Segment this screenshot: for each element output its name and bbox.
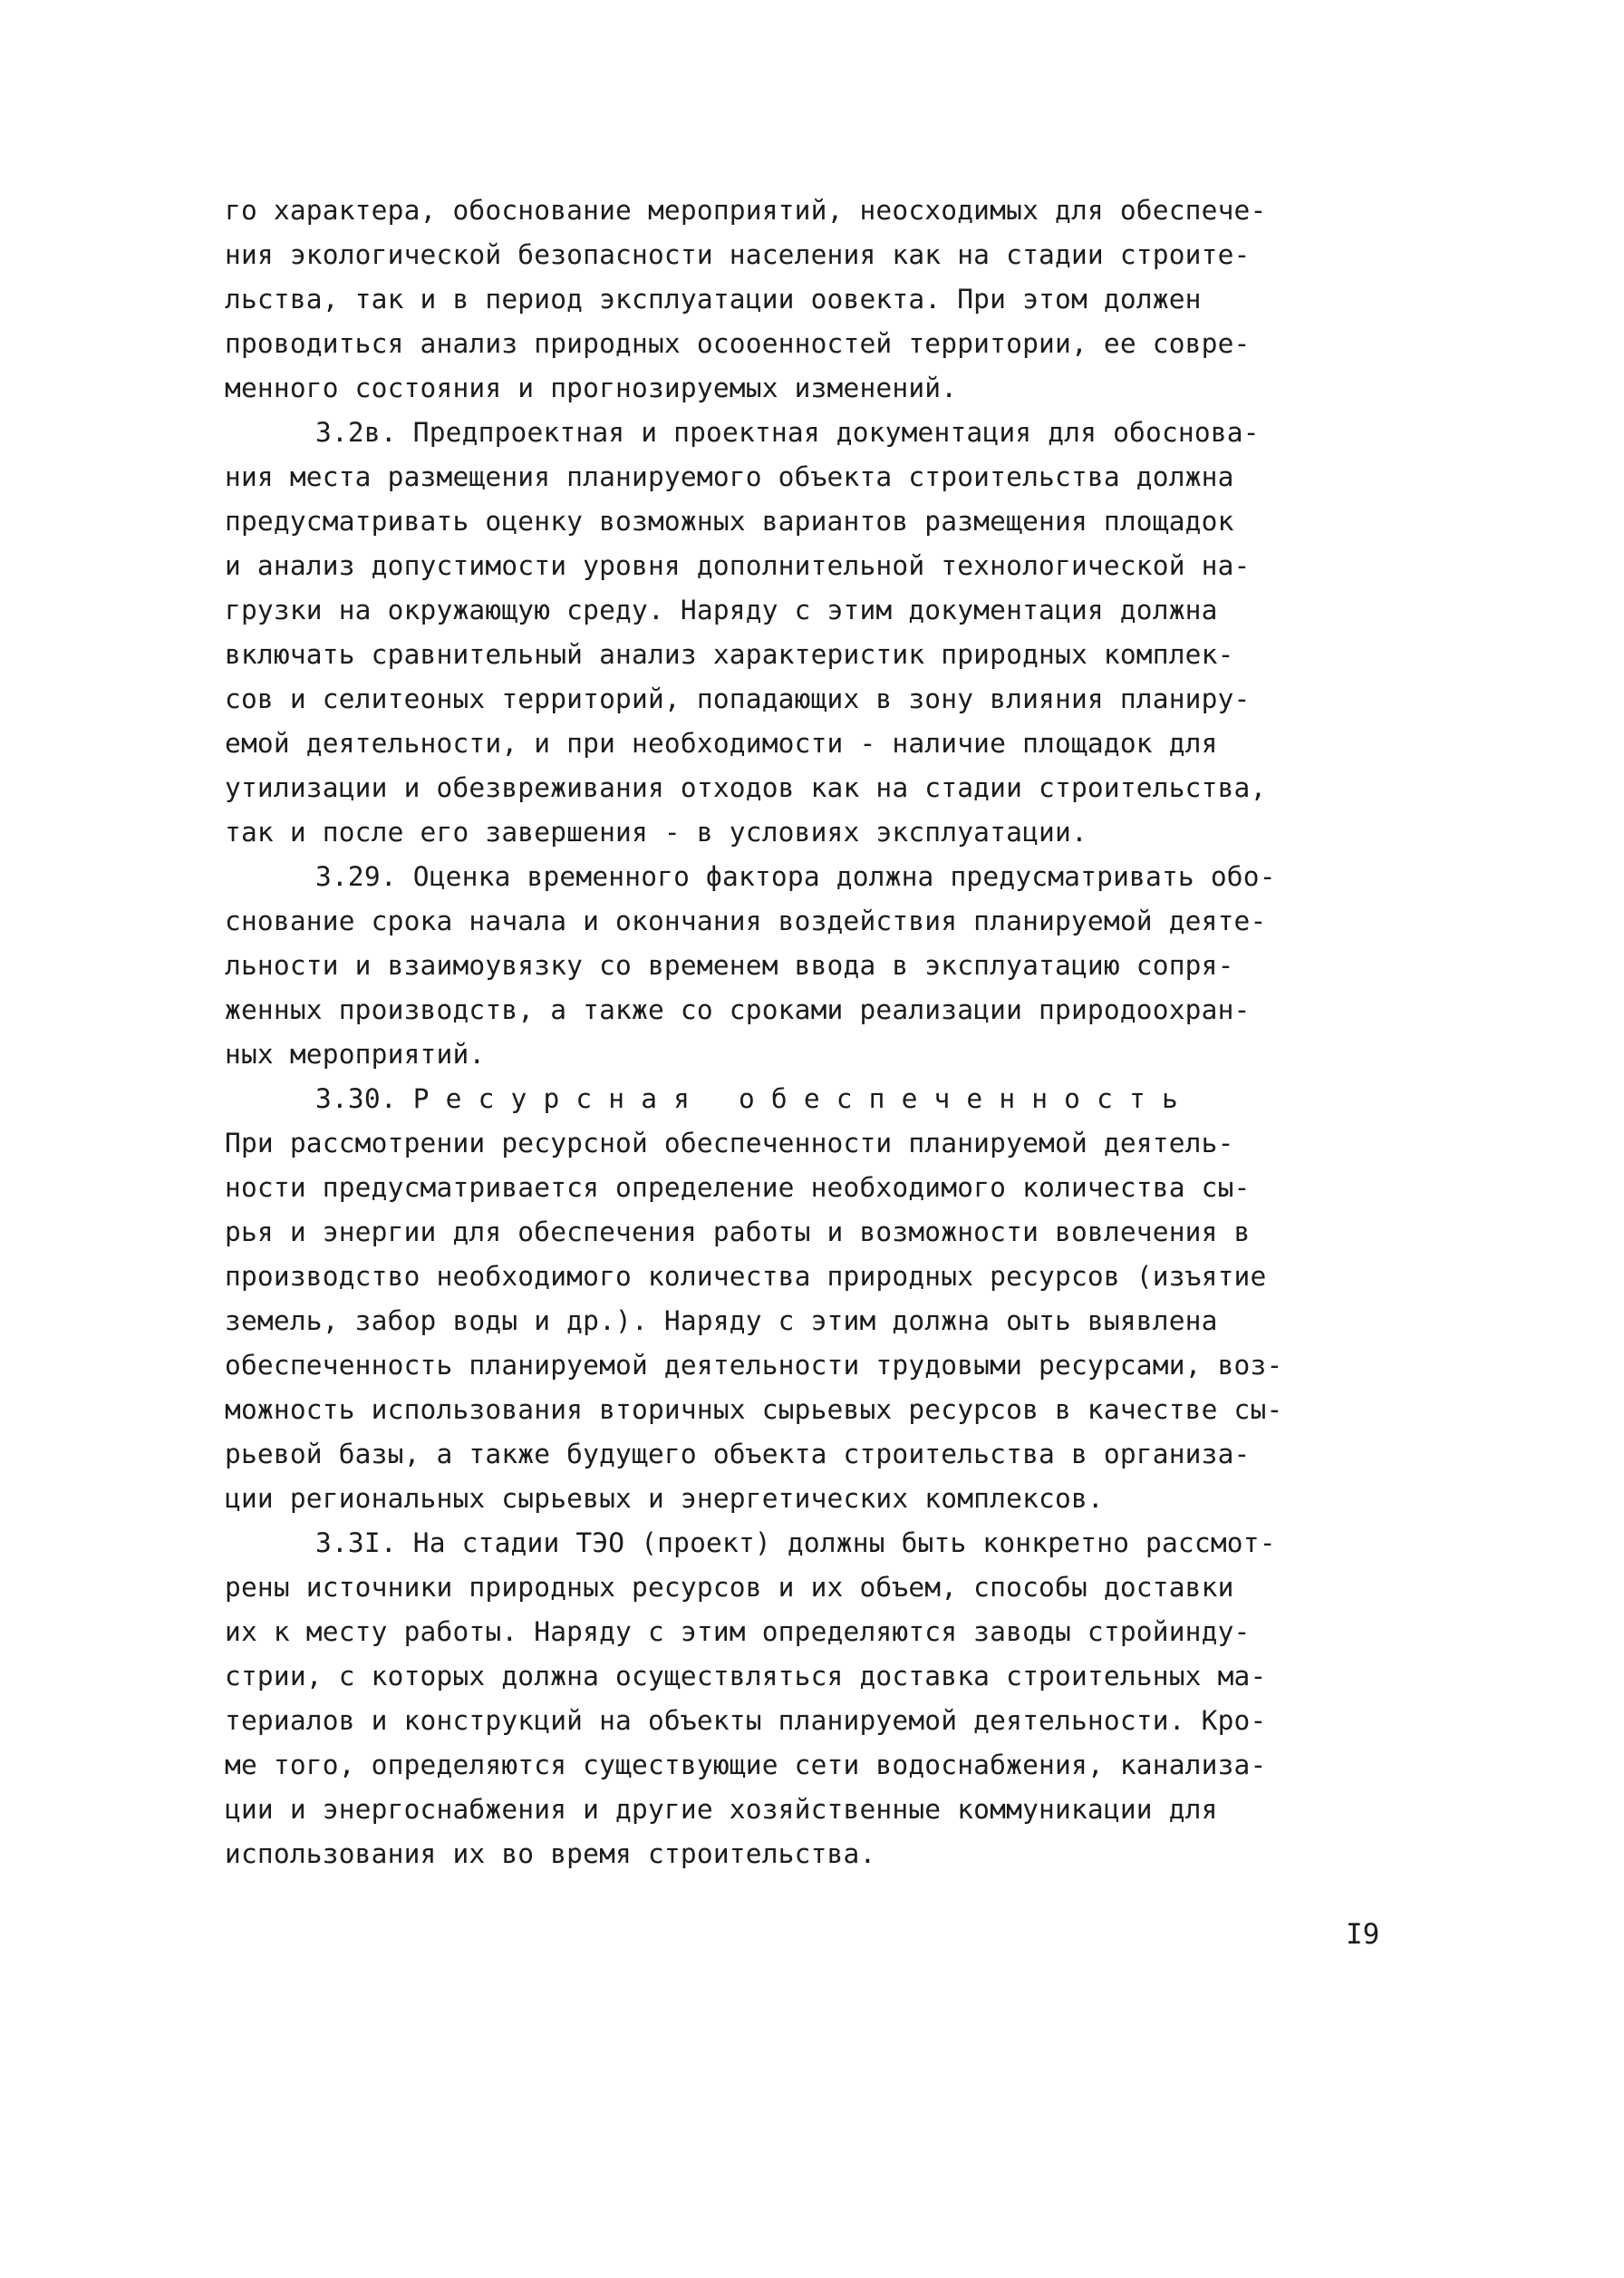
text-line: предусматривать оценку возможных вариантов размещения площадок (225, 506, 1234, 537)
text-line: териалов и конструкций на объекты планируемой деятельности. Кро- (225, 1705, 1267, 1736)
paragraph-start-3-28: 3.2в. Предпроектная и проектная документация для обоснова- (315, 417, 1260, 448)
text-line: проводиться анализ природных осооенностей территории, ее совре- (225, 328, 1251, 359)
text-line: женных производств, а также со сроками реализации природоохран- (225, 994, 1251, 1025)
text-line: ности предусматривается определение необходимого количества сы- (225, 1172, 1251, 1203)
text-line: емой деятельности, и при необходимости - наличие площадок для (225, 728, 1218, 759)
text-line: стрии, с которых должна осуществляться доставка строительных ма- (225, 1661, 1267, 1692)
text-line: можность использования вторичных сырьевых ресурсов в качестве сы- (225, 1394, 1283, 1425)
text-line: обеспеченность планируемой деятельности трудовыми ресурсами, воз- (225, 1350, 1283, 1381)
text-line: их к месту работы. Наряду с этим определяются заводы стройинду- (225, 1616, 1251, 1647)
text-line: ме того, определяются существующие сети водоснабжения, канализа- (225, 1750, 1267, 1780)
text-line: производство необходимого количества природных ресурсов (изъятие (225, 1261, 1267, 1292)
text-line: ния места размещения планируемого объекта строительства должна (225, 461, 1234, 492)
text-line: так и после его завершения - в условиях эксплуатации. (225, 817, 1088, 848)
text-line: грузки на окружающую среду. Наряду с этим документация должна (225, 595, 1218, 625)
text-line: ния экологической безопасности населения как на стадии строите- (225, 239, 1251, 270)
paragraph-start-3-29: 3.29. Оценка временного фактора должна предусматривать обо- (315, 861, 1276, 892)
text-line: рены источники природных ресурсов и их объем, способы доставки (225, 1572, 1234, 1603)
text-line: утилизации и обезвреживания отходов как на стадии строительства, (225, 772, 1267, 803)
section-heading-3-30: 3.30. Р е с у р с н а я о б е с п е ч е н н о с т ь (315, 1083, 1178, 1114)
text-line: сов и селитеоных территорий, попадающих в зону влияния планиру- (225, 683, 1251, 714)
text-line: рья и энергии для обеспечения работы и возможности вовлечения в (225, 1217, 1251, 1247)
text-line: ных мероприятий. (225, 1039, 486, 1070)
text-line: использования их во время строительства. (225, 1838, 876, 1869)
text-line: ции и энергоснабжения и другие хозяйственные коммуникации для (225, 1794, 1218, 1825)
body-text (225, 189, 1439, 1876)
paragraph-start-3-31: 3.3I. На стадии ТЭО (проект) должны быть конкретно рассмот- (315, 1527, 1276, 1558)
text-line: менного состояния и прогнозируемых изменений. (225, 373, 958, 403)
text-line: рьевой базы, а также будущего объекта строительства в организа- (225, 1439, 1251, 1469)
text-line: го характера, обоснование мероприятий, неосходимых для обеспече- (225, 195, 1267, 226)
page-number: I9 (1346, 1918, 1380, 1951)
text-line: земель, забор воды и др.). Наряду с этим должна оыть выявлена (225, 1305, 1218, 1336)
text-line: льности и взаимоувязку со временем ввода в эксплуатацию сопря- (225, 950, 1234, 981)
text-line: При рассмотрении ресурсной обеспеченности планируемой деятель- (225, 1128, 1234, 1158)
text-line: и анализ допустимости уровня дополнительной технологической на- (225, 550, 1251, 581)
text-line: включать сравнительный анализ характеристик природных комплек- (225, 639, 1234, 670)
text-line: ции региональных сырьевых и энергетических комплексов. (225, 1483, 1104, 1514)
text-line: льства, так и в период эксплуатации оовекта. При этом должен (225, 284, 1202, 315)
text-line: снование срока начала и окончания воздействия планируемой деяте- (225, 906, 1267, 936)
